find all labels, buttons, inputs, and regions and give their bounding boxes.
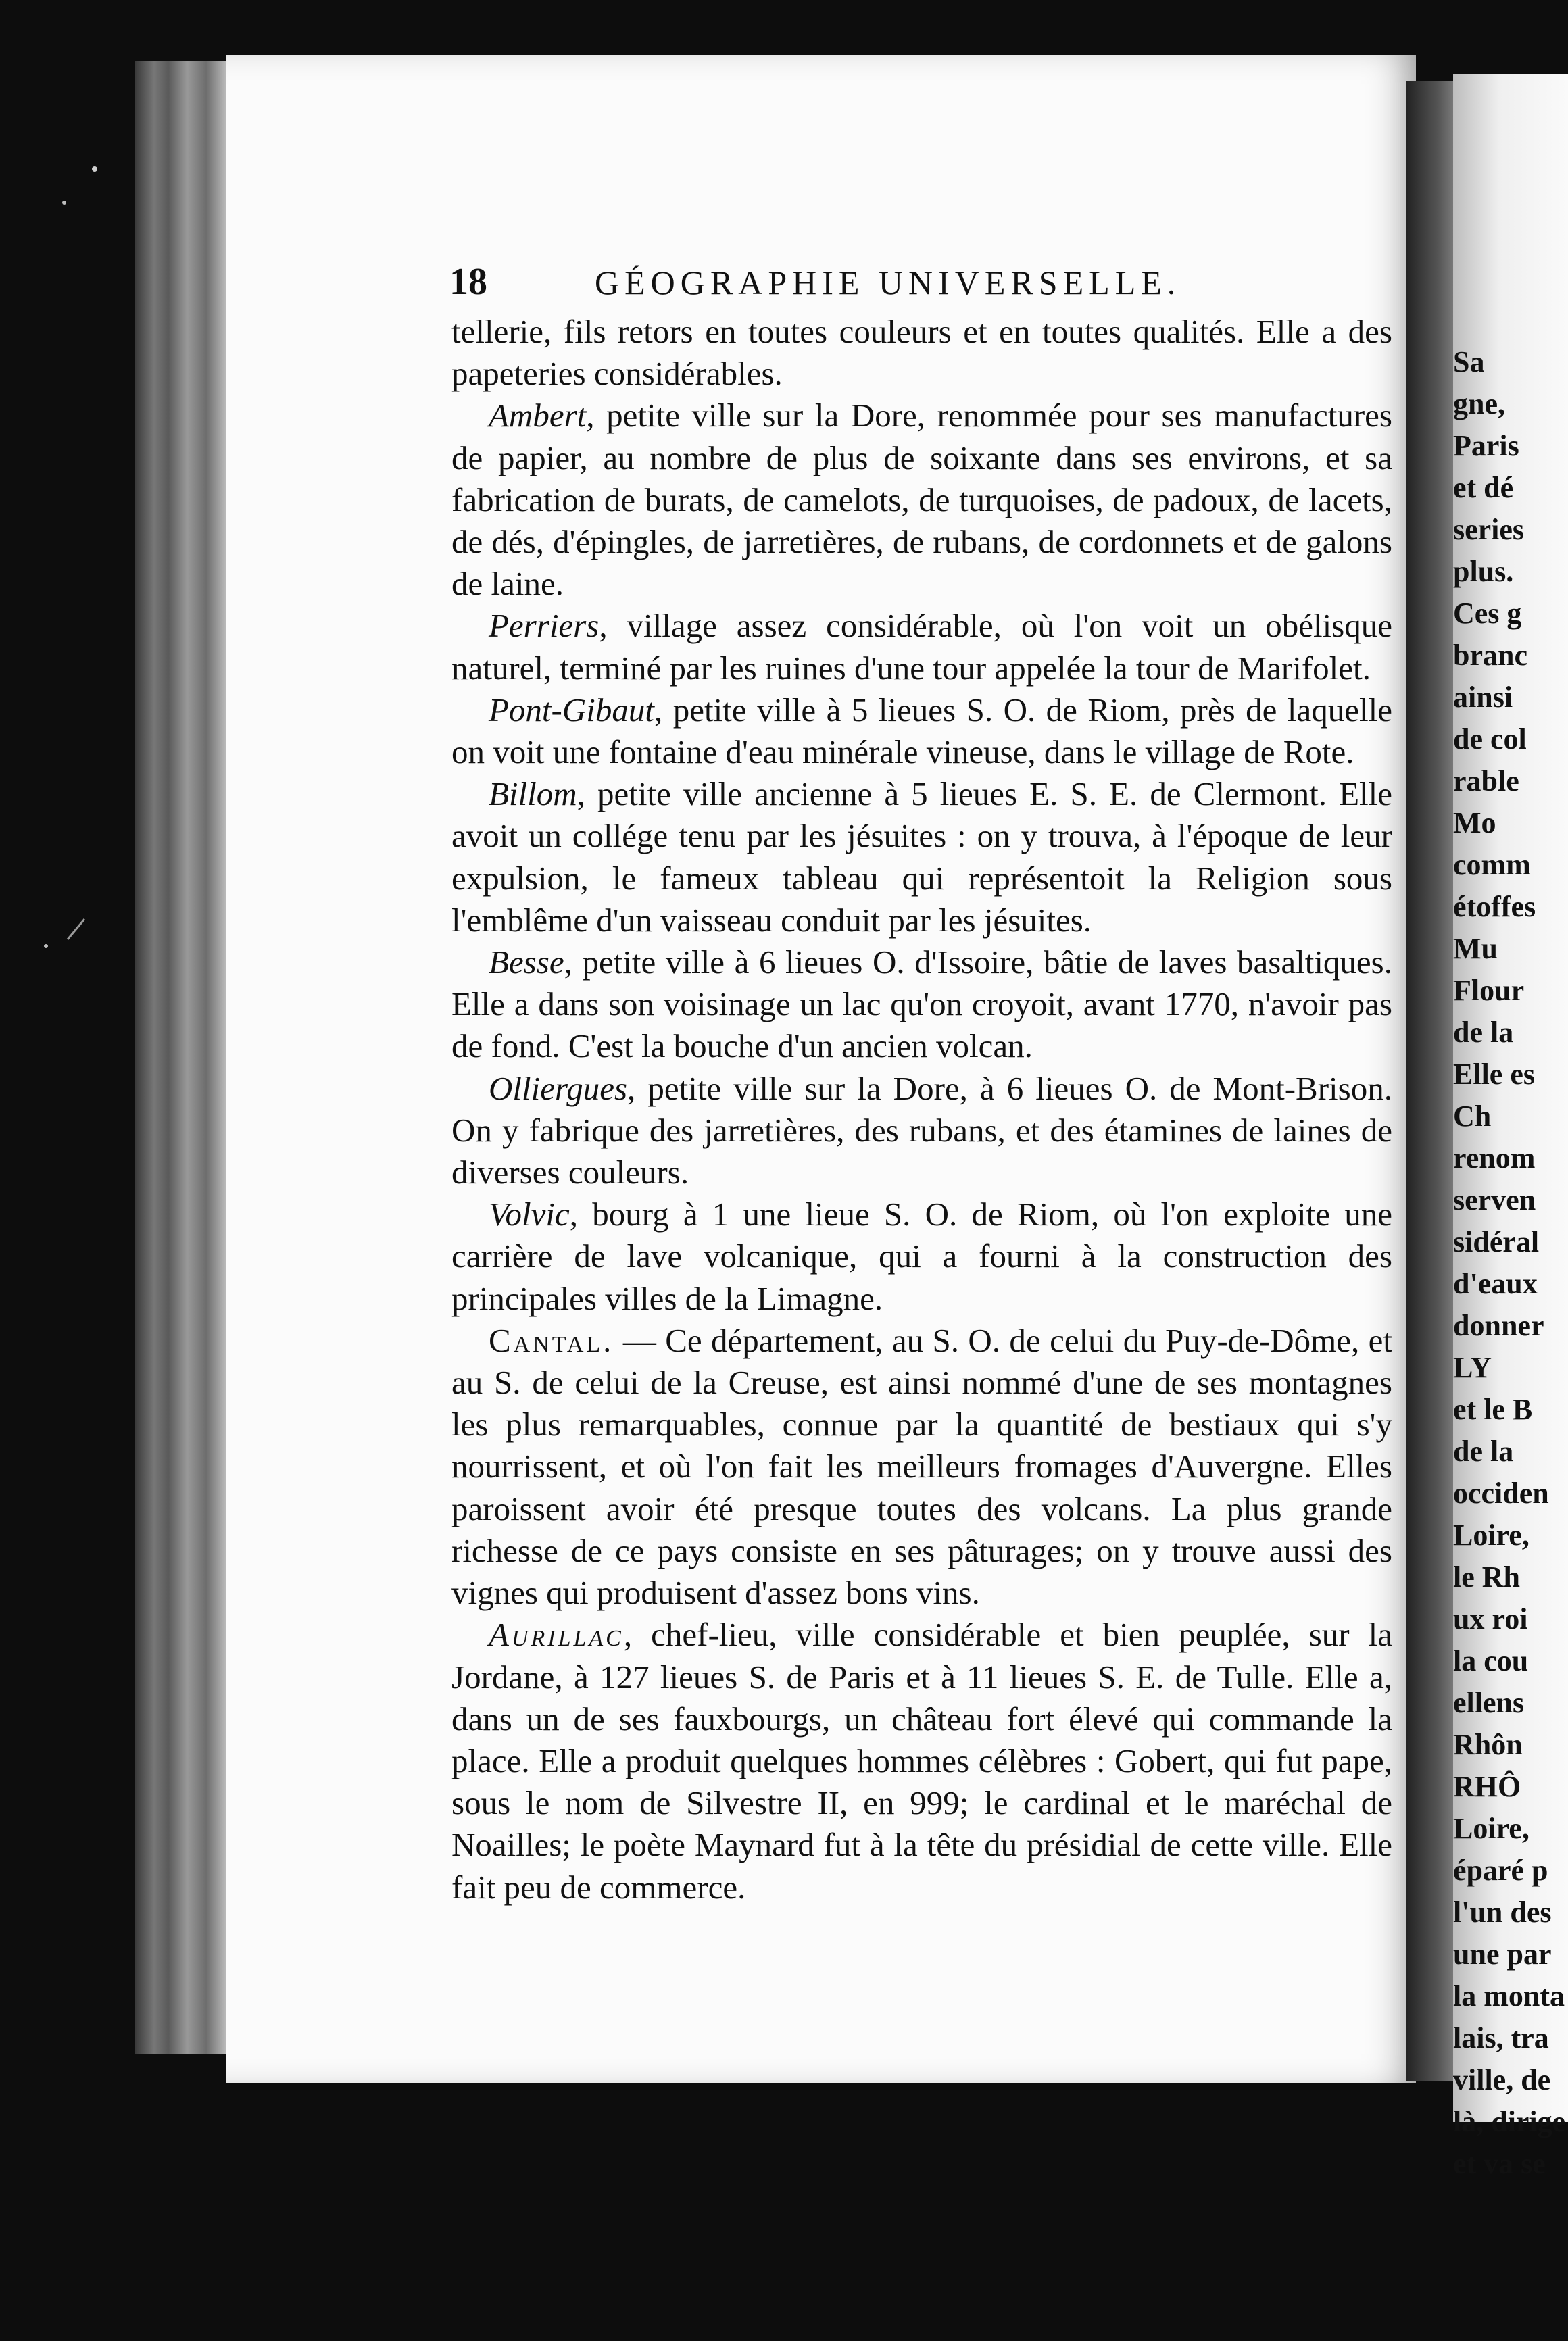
place-name: Volvic [489,1196,570,1233]
adjacent-page-line: serven [1453,1183,1536,1216]
adjacent-page-line: sidéral [1453,1225,1540,1258]
paragraph-text: , petite ville à 5 lieues S. O. de Riom, près de laquelle on voit une fontaine d'eau minérale vineuse, dans le village de Rote. [451,691,1392,771]
adjacent-page-line: la monta [1453,1979,1565,2013]
adjacent-page-line: Mu [1453,932,1498,965]
department-name: Cantal. [489,1321,614,1359]
adjacent-page-line: Rhôn [1453,1728,1523,1761]
paragraph-text: , petite ville ancienne à 5 lieues E. S. E. de Clermont. Elle avoit un collége tenu par les jésuites : on y trouva, à l'époque de leur expulsion, le fameux tableau qui représentoit la Religion sous l'emblême d'un vaisseau conduit par les jésuites. [451,775,1392,939]
adjacent-page-line: et le B [1453,1393,1533,1426]
adjacent-page-line: et dé [1453,471,1514,504]
paragraph [451,773,1392,941]
adjacent-page-line: RHÔ [1453,1770,1521,1803]
adjacent-page-line: le Rh [1453,1560,1520,1594]
adjacent-page-line: series [1453,513,1525,546]
adjacent-page-line: de col [1453,722,1527,756]
page-header [449,260,1254,307]
adjacent-page-line: Ch [1453,1100,1492,1133]
paragraph [451,941,1392,1068]
paragraph [451,605,1392,689]
adjacent-page-line: occiden [1453,1477,1549,1510]
binding-gutter [1406,81,1460,2081]
page-number: 18 [449,261,487,303]
adjacent-page-line: Elle es [1453,1058,1535,1091]
place-name: Pont-Gibaut [489,691,654,729]
place-name: Perriers [489,607,599,645]
adjacent-page-line: Mo [1453,806,1496,839]
paragraph-text: , petite ville sur la Dore, renommée pour ses manufactures de papier, au nombre de plus de soixante dans ses environs, et sa fabrication de burats, de camelots, de turquoises, de padoux, de lacets, de dés, d'épingles, de jarretières, de rubans, de cordonnets et de galons de laine. [451,397,1392,603]
paragraph [451,395,1392,605]
adjacent-page-line: ellens [1453,1686,1525,1719]
place-name: Ambert [489,397,587,435]
dust-speck [92,166,97,172]
adjacent-page-line: Loire, [1453,1519,1529,1552]
adjacent-page-line: rable [1453,764,1519,797]
adjacent-page-line: Flour [1453,974,1525,1007]
paragraph [451,311,1392,395]
scratch-mark [68,919,84,939]
paragraph [451,1068,1392,1194]
adjacent-page-line: ville, de [1453,2063,1551,2096]
adjacent-page-line: branc [1453,639,1527,672]
adjacent-page-line: lais, tra [1453,2021,1549,2054]
adjacent-page-line: d'eaux [1453,1267,1538,1300]
adjacent-page-line: la cou [1453,1644,1529,1677]
adjacent-page-line: de la [1453,1435,1514,1468]
place-name: Aurillac [489,1616,624,1654]
adjacent-page-line: LY [1453,1351,1492,1384]
place-name: Olliergues [489,1069,628,1107]
adjacent-page-line: Ces g [1453,597,1522,630]
adjacent-page-line: là, dirige [1453,2105,1566,2138]
adjacent-page-line: Sa [1453,345,1485,378]
paragraph-text: , bourg à 1 une lieue S. O. de Riom, où l'on exploite une carrière de lave volcanique, qui a fourni à la construction des principales villes de la Limagne. [451,1196,1392,1317]
paragraph [451,689,1392,773]
dust-speck [62,201,66,205]
adjacent-page-line: étoffes [1453,890,1536,923]
paragraph [451,1193,1392,1320]
paragraph-text: tellerie, fils retors en toutes couleurs et en toutes qualités. Elle a des papeteries considérables. [451,313,1392,393]
adjacent-page-line: éparé p [1453,1854,1548,1887]
paragraph-text: , petite ville sur la Dore, à 6 lieues O. de Mont-Brison. On y fabrique des jarretières, des rubans, et des étamines de laines de diverses couleurs. [451,1069,1392,1191]
body-text [451,311,1392,1908]
paragraph-text: , petite ville à 6 lieues O. d'Issoire, bâtie de laves basaltiques. Elle a dans son voisinage un lac qu'on croyoit, avant 1770, n'avoir pas de fond. C'est la bouche d'un ancien volcan. [451,943,1392,1065]
adjacent-page-line: plus. [1453,555,1514,588]
adjacent-page-line: renom [1453,1141,1536,1175]
dust-speck [44,944,48,948]
paragraph-text: , chef-lieu, ville considérable et bien peuplée, sur la Jordane, à 127 lieues S. de Paris et à 11 lieues S. E. de Tulle. Elle a, dans un de ses fauxbourgs, un château fort élevé qui commande la place. Elle a produit quelques hommes célèbres : Gobert, qui fut pape, sous le nom de Silvestre II, en 999; le cardinal et le maréchal de Noailles; le poète Maynard fut à la tête du présidial de cette ville. Elle fait peu de commerce. [451,1616,1392,1906]
adjacent-page-line: et va se [1453,2147,1546,2180]
paragraph-text: , village assez considérable, où l'on voit un obélisque naturel, terminé par les ruines d'une tour appelée la tour de Marifolet. [451,607,1392,687]
adjacent-page-line: ux roi [1453,1602,1528,1635]
adjacent-page-line: gne, [1453,387,1505,420]
paragraph [451,1320,1392,1614]
adjacent-page-line: ainsi [1453,681,1513,714]
book-fore-edge [135,61,230,2054]
adjacent-page-line: comm [1453,848,1531,881]
adjacent-page-edge [1453,74,1568,2180]
paragraph [451,1614,1392,1908]
paragraph-text: — Ce département, au S. O. de celui du Puy-de-Dôme, et au S. de celui de la Creuse, est ainsi nommé d'une de ses montagnes les plus remarquables, connue par la quantité de bestiaux qui s'y nourrissent, et où l'on fait les meilleurs fromages d'Auvergne. Elles paroissent avoir été presque toutes des volcans. La plus grande richesse de ce pays consiste en ses pâturages; on y trouve aussi des vignes qui produisent d'assez bons vins. [451,1321,1392,1612]
place-name: Besse [489,943,564,981]
adjacent-page-line: l'un des [1453,1896,1552,1929]
running-title: GÉOGRAPHIE UNIVERSELLE. [595,264,1181,301]
adjacent-page-line: Paris [1453,429,1519,462]
adjacent-page-line: de la [1453,1016,1514,1049]
adjacent-page-line: donner [1453,1309,1544,1342]
adjacent-page-line: Loire, [1453,1812,1529,1845]
adjacent-page-line: une par [1453,1938,1552,1971]
place-name: Billom [489,775,577,813]
